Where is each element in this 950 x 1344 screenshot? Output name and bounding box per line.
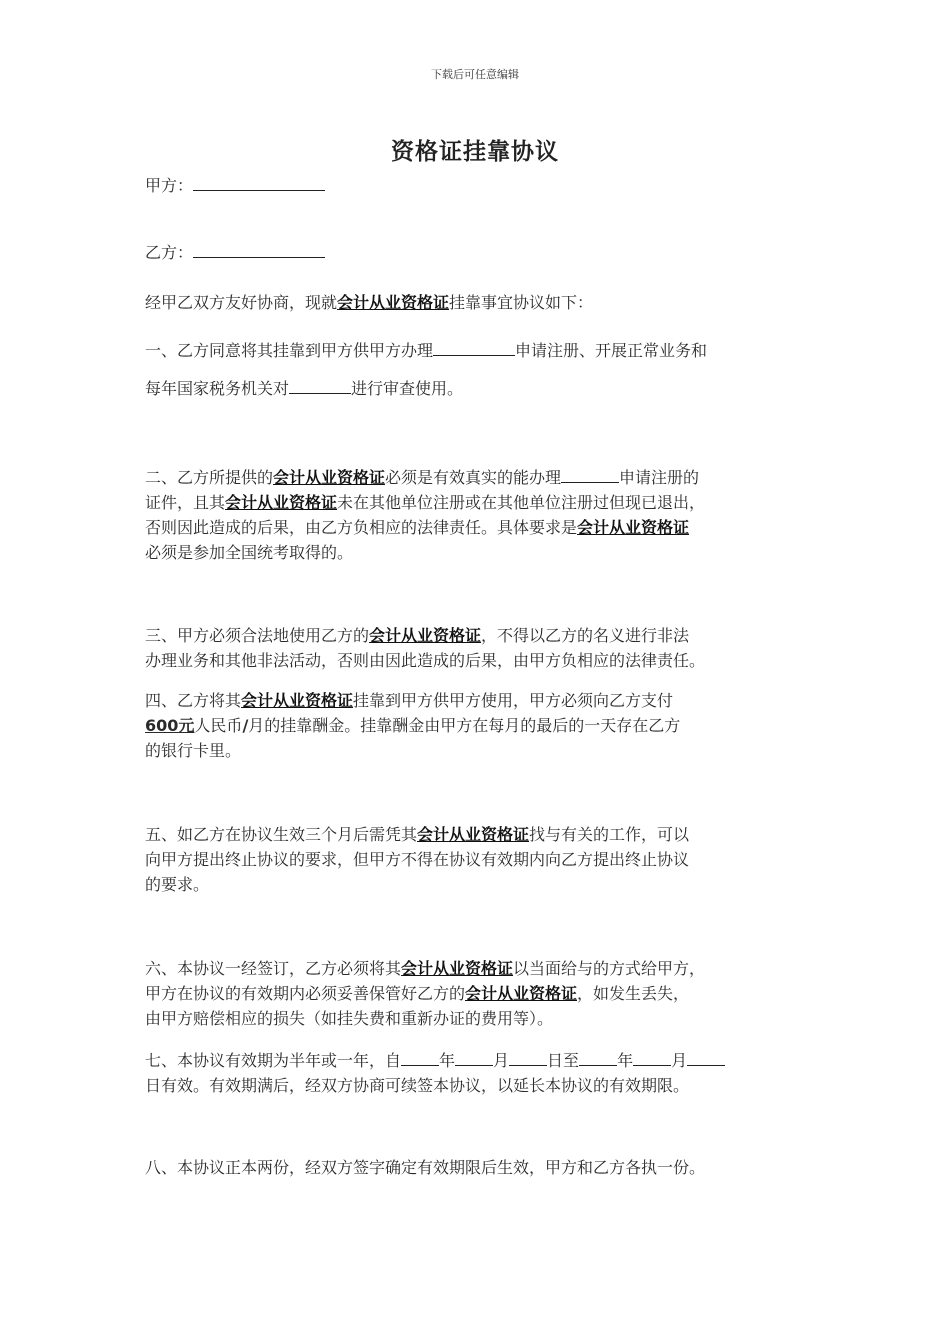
clause-1-blank-1[interactable] — [433, 340, 515, 356]
clause-8 — [145, 1155, 815, 1180]
clause-6-text: 由甲方赔偿相应的损失（如挂失费和重新办证的费用等）。 — [145, 1009, 554, 1028]
clause-2-text: 二、乙方所提供的 — [145, 468, 274, 487]
start-year-blank[interactable] — [401, 1050, 439, 1066]
party-b-label: 乙方： — [145, 243, 194, 262]
key-term: 会计从业资格证 — [273, 468, 386, 487]
end-month-blank[interactable] — [633, 1050, 671, 1066]
clause-1 — [145, 332, 815, 408]
clause-2-blank[interactable] — [561, 467, 619, 483]
document-title: 资格证挂靠协议 — [391, 139, 559, 165]
clause-2-text: 未在其他单位注册或在其他单位注册过但现已退出， — [337, 493, 706, 512]
start-month-blank[interactable] — [455, 1050, 493, 1066]
year-label: 年 — [439, 1051, 456, 1070]
clause-5-text: 五、如乙方在协议生效三个月后需凭其 — [145, 825, 418, 844]
clause-1-blank-2[interactable] — [289, 378, 351, 394]
key-term: 会计从业资格证 — [369, 626, 482, 645]
clause-5-text: 向甲方提出终止协议的要求，但甲方不得在协议有效期内向乙方提出终止协议 — [145, 850, 690, 869]
intro-text-post: 挂靠事宜协议如下： — [449, 293, 594, 312]
year-label: 年 — [617, 1051, 634, 1070]
clause-6-text: 甲方在协议的有效期内必须妥善保管好乙方的 — [145, 984, 466, 1003]
clause-5 — [145, 822, 815, 897]
clause-4-slash: / — [242, 716, 249, 735]
clause-6 — [145, 956, 815, 1031]
month-label: 月 — [493, 1051, 510, 1070]
clause-7-text: 日有效。有效期满后，经双方协商可续签本协议，以延长本协议的有效期限。 — [145, 1076, 690, 1095]
clause-7-text: 七、本协议有效期为半年或一年，自 — [145, 1051, 402, 1070]
end-year-blank[interactable] — [579, 1050, 617, 1066]
key-term: 会计从业资格证 — [241, 691, 354, 710]
clause-6-text: ，如发生丢失， — [577, 984, 690, 1003]
clause-1-text: 申请注册、开展正常业务和 — [515, 341, 708, 360]
intro-text-pre: 经甲乙双方友好协商，现就 — [145, 293, 338, 312]
clause-8-text: 八、本协议正本两份，经双方签字确定有效期限后生效，甲方和乙方各执一份。 — [145, 1158, 706, 1177]
key-term: 会计从业资格证 — [225, 493, 338, 512]
party-a-blank[interactable] — [193, 174, 325, 191]
clause-2-text: 否则因此造成的后果，由乙方负相应的法律责任。具体要求是 — [145, 518, 578, 537]
key-term: 会计从业资格证 — [401, 959, 514, 978]
clause-2 — [145, 465, 815, 565]
clause-7 — [145, 1048, 815, 1098]
clause-2-text: 申请注册的 — [619, 468, 700, 487]
clause-4 — [145, 688, 815, 763]
start-day-blank[interactable] — [509, 1050, 547, 1066]
party-b — [145, 240, 325, 266]
party-a — [145, 173, 325, 199]
clause-4-text: 的银行卡里。 — [145, 741, 242, 760]
party-a-label: 甲方： — [145, 176, 194, 195]
key-term: 会计从业资格证 — [337, 293, 450, 312]
end-day-blank[interactable] — [687, 1050, 725, 1066]
page-header-note: 下载后可任意编辑 — [431, 68, 519, 81]
clause-6-text: 以当面给与的方式给甲方， — [513, 959, 706, 978]
clause-1-text: 一、乙方同意将其挂靠到甲方供甲方办理 — [145, 341, 434, 360]
clause-4-text: 月的挂靠酬金。挂靠酬金由甲方在每月的最后的一天存在乙方 — [248, 716, 681, 735]
clause-4-text: 四、乙方将其 — [145, 691, 242, 710]
clause-4-text: 人民币 — [194, 716, 243, 735]
clause-2-text: 证件，且其 — [145, 493, 226, 512]
clause-3-text: 三、甲方必须合法地使用乙方的 — [145, 626, 370, 645]
clause-4-text: 挂靠到甲方供甲方使用，甲方必须向乙方支付 — [353, 691, 674, 710]
month-label: 月 — [671, 1051, 688, 1070]
clause-2-text: 必须是参加全国统考取得的。 — [145, 543, 354, 562]
clause-1-text: 进行审查使用。 — [351, 379, 464, 398]
clause-3-text: 办理业务和其他非法活动，否则由因此造成的后果，由甲方负相应的法律责任。 — [145, 651, 706, 670]
clause-3-text: ，不得以乙方的名义进行非法 — [481, 626, 690, 645]
key-term: 会计从业资格证 — [577, 518, 690, 537]
intro-paragraph — [145, 290, 815, 315]
clause-5-text: 找与有关的工作，可以 — [529, 825, 690, 844]
party-b-blank[interactable] — [193, 241, 325, 258]
clause-1-text: 每年国家税务机关对 — [145, 379, 290, 398]
fee-amount-unit: 元 — [178, 716, 195, 735]
clause-3 — [145, 623, 815, 673]
clause-2-text: 必须是有效真实的能办理 — [385, 468, 562, 487]
fee-amount — [145, 716, 194, 735]
key-term: 会计从业资格证 — [465, 984, 578, 1003]
day-to-label: 日至 — [547, 1051, 580, 1070]
clause-6-text: 六、本协议一经签订，乙方必须将其 — [145, 959, 402, 978]
fee-amount-number: 600 — [145, 716, 179, 735]
clause-5-text: 的要求。 — [145, 875, 210, 894]
key-term: 会计从业资格证 — [417, 825, 530, 844]
